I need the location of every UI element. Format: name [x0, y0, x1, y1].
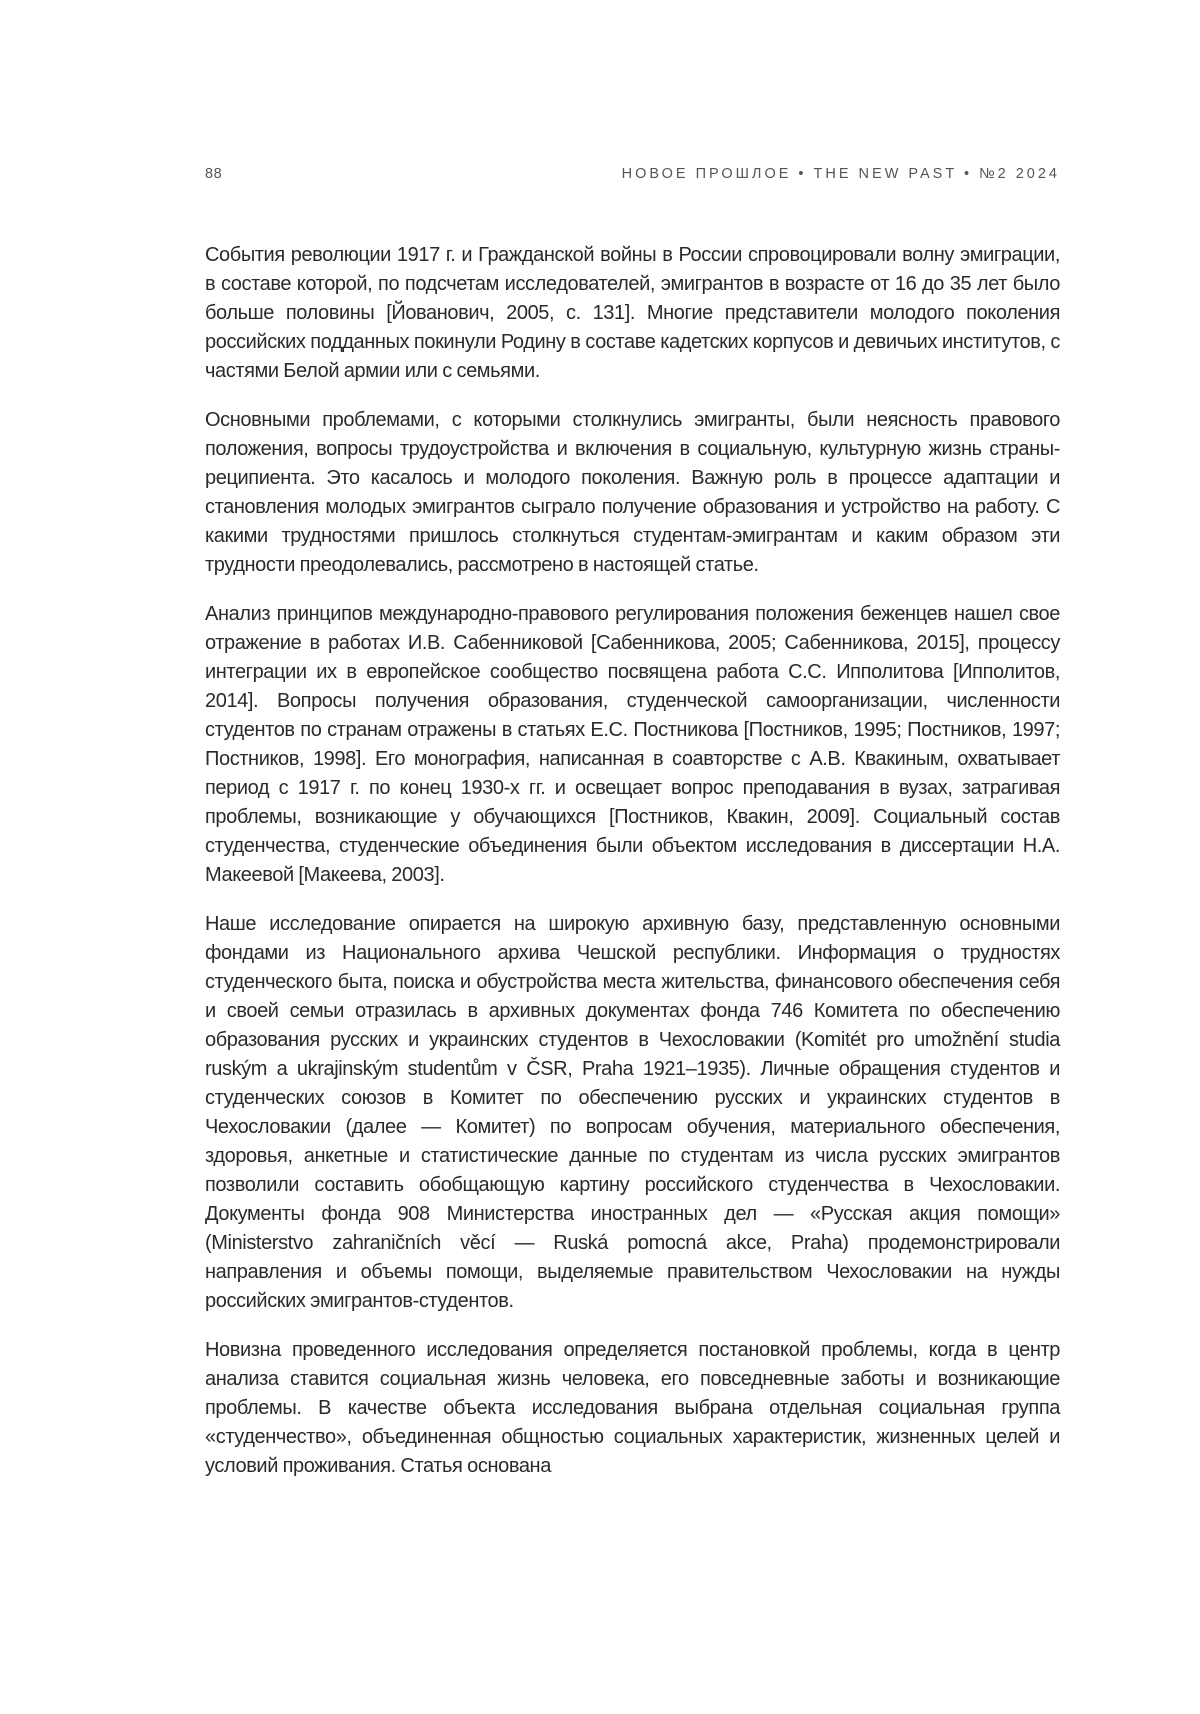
page-header: [205, 166, 1060, 188]
paragraph-4: Наше исследование опирается на широкую архивную базу, представленную основными фондами из Национального архива Чешской республики. Информация о трудностях студенческого быта, поиска и обустройства места жительства, финансового обеспечения себя и своей семьи отразилась в архивных документах фонда 746 Комитета по обеспечению образования русских и украинских студентов в Чехословакии (Komitét pro umožnění studia ruským a ukrajinským studentům v ČSR, Praha 1921–1935). Личные обращения студентов и студенческих союзов в Комитет по обеспечению русских и украинских студентов в Чехословакии (далее — Комитет) по вопросам обучения, материального обеспечения, здоровья, анкетные и статистические данные по студентам из числа русских эмигрантов позволили составить обобщающую картину российского студенчества в Чехословакии. Документы фонда 908 Министерства иностранных дел — «Русская акция помощи» (Ministerstvo zahraničních věcí — Ruská pomocná akce, Praha) продемонстрировали направления и объемы помощи, выделяемые правительством Чехословакии на нужды российских эмигрантов-студентов.: [205, 910, 1060, 1316]
page-number: 88: [205, 166, 222, 182]
paragraph-5: Новизна проведенного исследования определяется постановкой проблемы, когда в центр анализа ставится социальная жизнь человека, его повседневные заботы и возникающие проблемы. В качестве объекта исследования выбрана отдельная социальная группа «студенчество», объединенная общностью социальных характеристик, жизненных целей и условий проживания. Статья основана: [205, 1336, 1060, 1481]
paragraph-1: События революции 1917 г. и Гражданской войны в России спровоцировали волну эмиграции, в составе которой, по подсчетам исследователей, эмигрантов в возрасте от 16 до 35 лет было больше половины [Йованович, 2005, с. 131]. Многие представители молодого поколения российских подданных покинули Родину в составе кадетских корпусов и девичьих институтов, с частями Белой армии или с семьями.: [205, 241, 1060, 386]
article-body: [205, 241, 1060, 1501]
paragraph-3: Анализ принципов международно-правового регулирования положения беженцев нашел свое отражение в работах И.В. Сабенниковой [Сабенникова, 2005; Сабенникова, 2015], процессу интеграции их в европейское сообщество посвящена работа С.С. Ипполитова [Ипполитов, 2014]. Вопросы получения образования, студенческой самоорганизации, численности студентов по странам отражены в статьях Е.С. Постникова [Постников, 1995; Постников, 1997; Постников, 1998]. Его монография, написанная в соавторстве с А.В. Квакиным, охватывает период с 1917 г. по конец 1930-х гг. и освещает вопрос преподавания в вузах, затрагивая проблемы, возникающие у обучающихся [Постников, Квакин, 2009]. Социальный состав студенчества, студенческие объединения были объектом исследования в диссертации Н.А. Макеевой [Макеева, 2003].: [205, 600, 1060, 890]
running-title: НОВОЕ ПРОШЛОЕ • THE NEW PAST • №2 2024: [622, 166, 1060, 182]
paragraph-2: Основными проблемами, с которыми столкнулись эмигранты, были неясность правового положения, вопросы трудоустройства и включения в социальную, культурную жизнь страны-реципиента. Это касалось и молодого поколения. Важную роль в процессе адаптации и становления молодых эмигрантов сыграло получение образования и устройство на работу. С какими трудностями пришлось столкнуться студентам-эмигрантам и каким образом эти трудности преодолевались, рассмотрено в настоящей статье.: [205, 406, 1060, 580]
